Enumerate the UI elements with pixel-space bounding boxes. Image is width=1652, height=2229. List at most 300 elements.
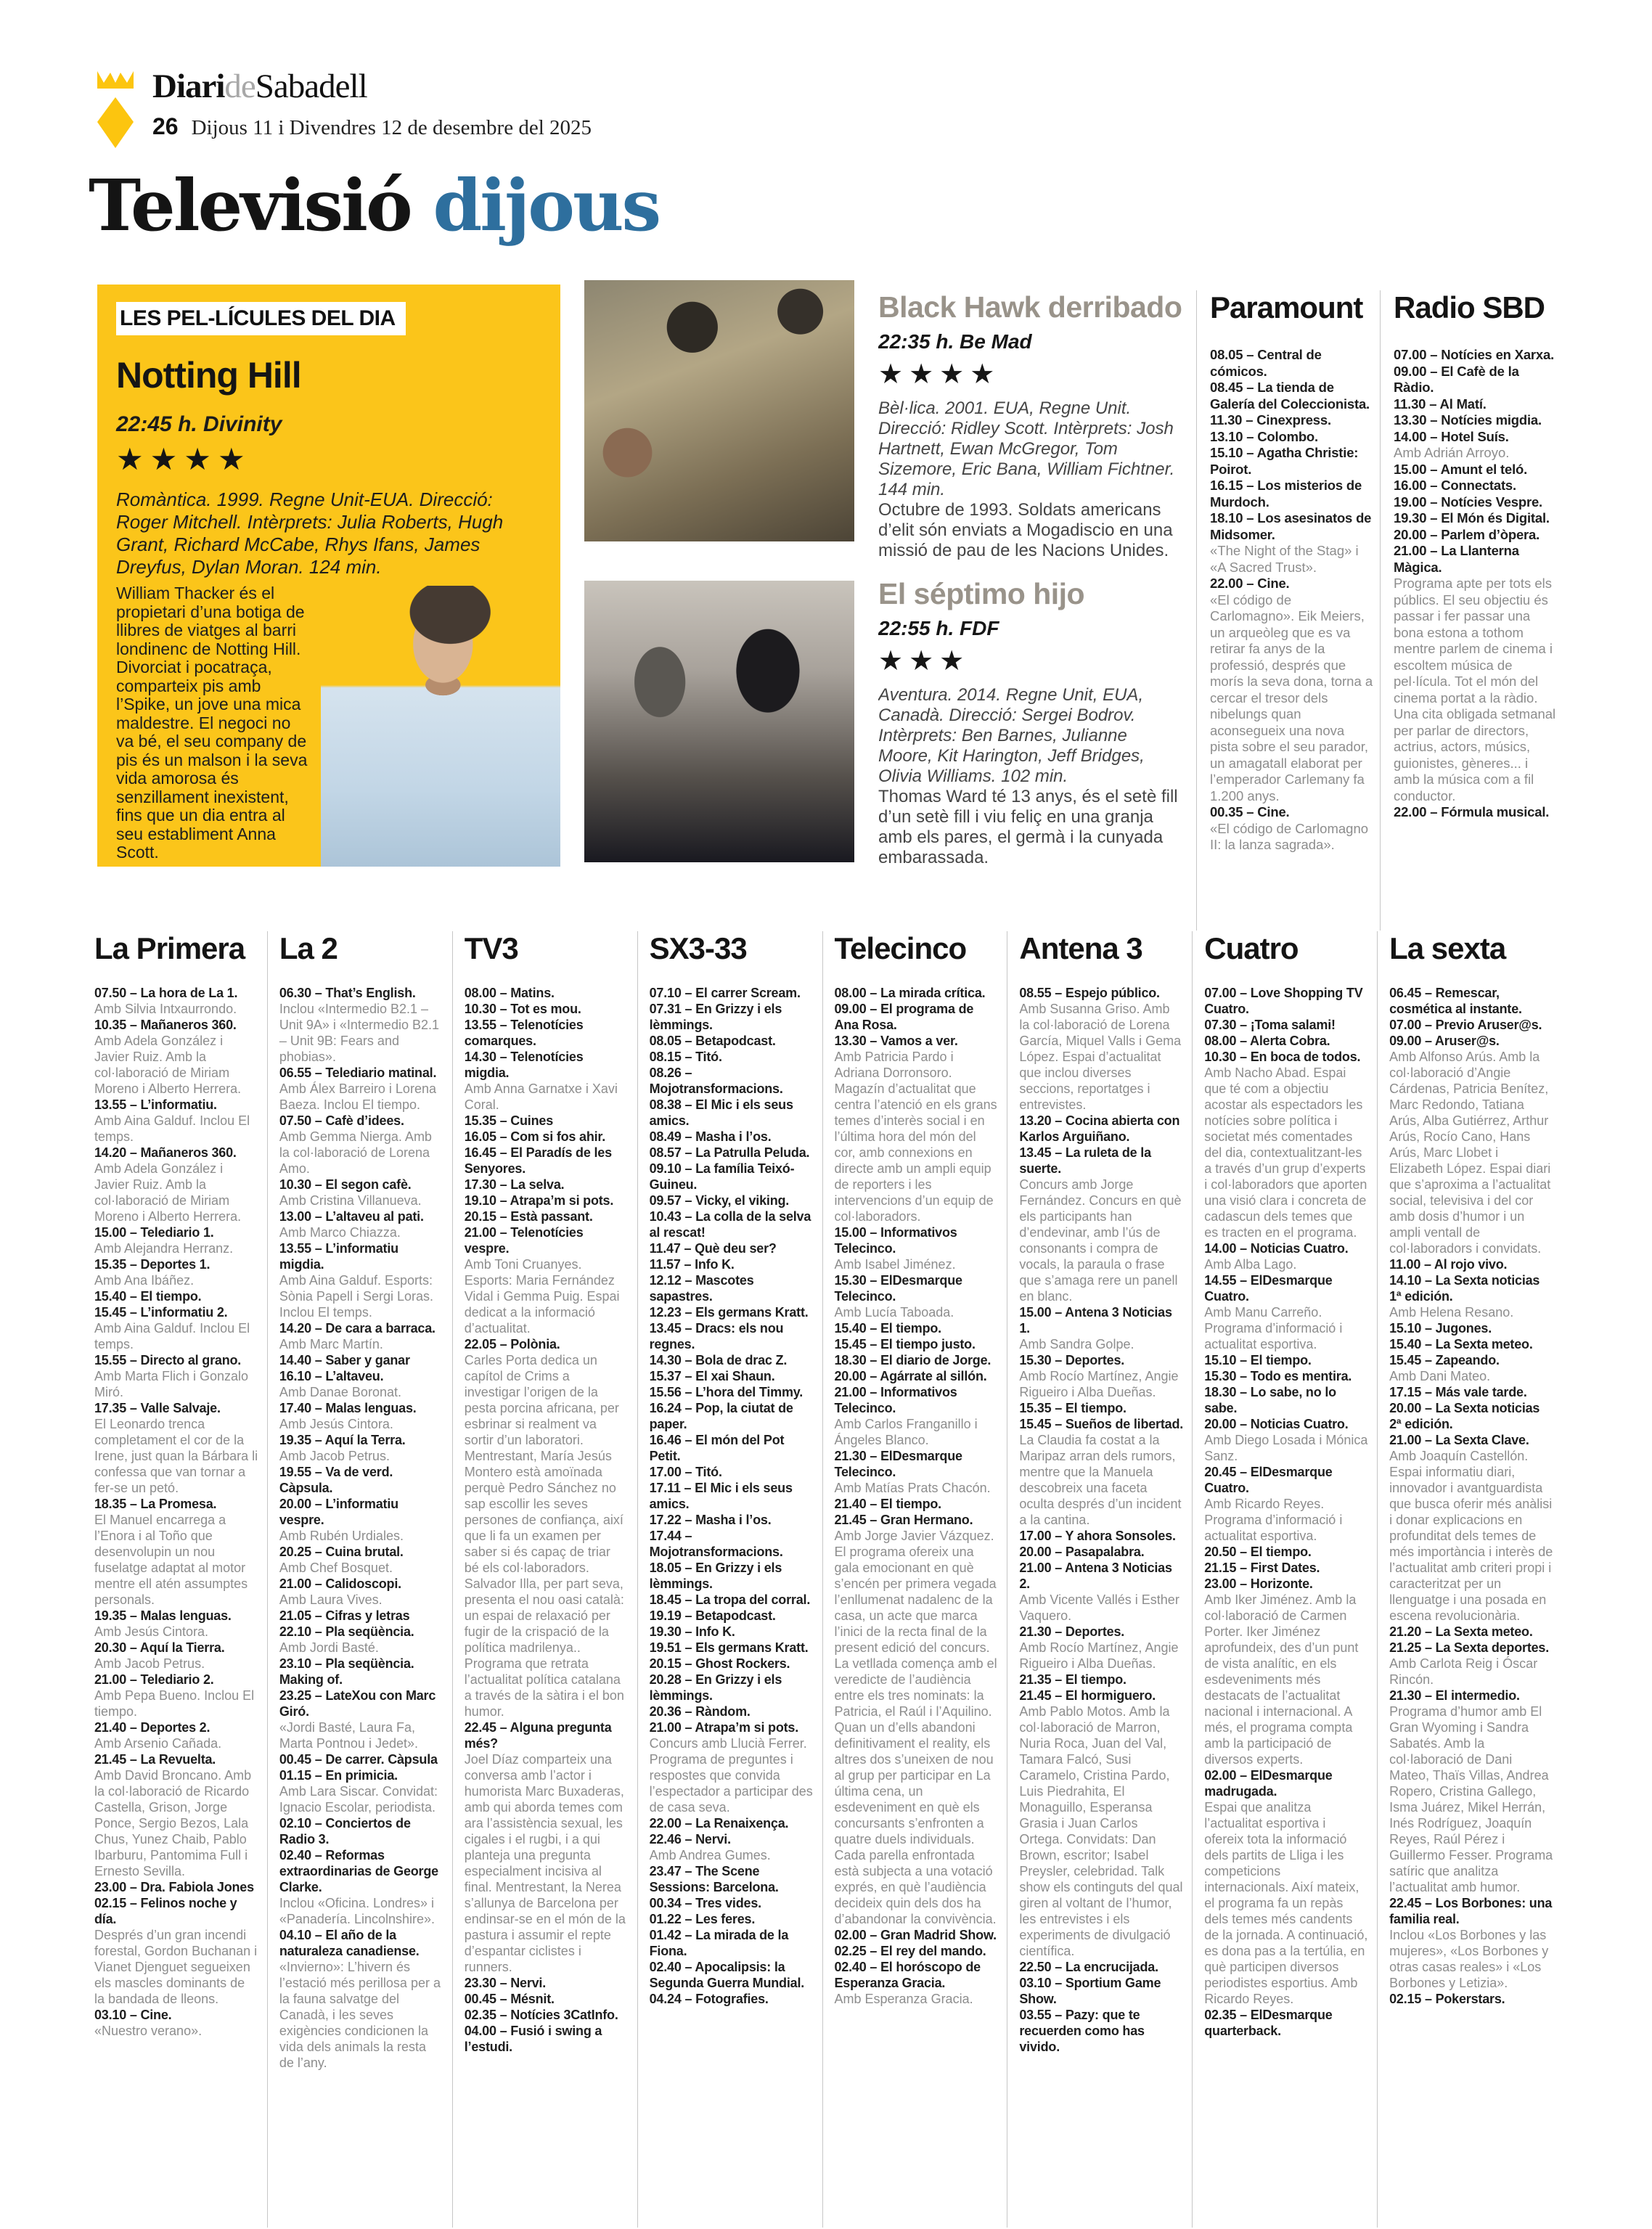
listing-note: Amb Jesús Cintora. xyxy=(94,1624,209,1639)
listing-entry xyxy=(650,1384,814,1400)
listing-time-title: 22.00 – Cine. xyxy=(1210,576,1290,591)
listing-entry xyxy=(650,1256,814,1272)
listing-time-title: 10.30 – Tot es mou. xyxy=(464,1002,581,1016)
listing-entry xyxy=(94,1145,258,1224)
listing-time-title: 23.30 – Nervi. xyxy=(464,1976,547,1990)
listing-time-title: 23.25 – LateXou con Marc Giró. xyxy=(279,1688,436,1719)
listing-entry xyxy=(94,1719,258,1751)
listing-entry xyxy=(1394,543,1558,804)
listing-time-title: 18.35 – La Promesa. xyxy=(94,1497,217,1511)
listing-time-title: 03.10 – Cine. xyxy=(94,2008,172,2022)
listing-note: Inclou «Intermedio B2.1 – Unit 9A» i «Intermedio B2.1 – Unit 9B: Fears and phobias». xyxy=(279,1002,439,1064)
listing-note: Amb Carlota Reig i Óscar Rincón. xyxy=(1389,1656,1538,1687)
listing-entry xyxy=(1210,576,1374,804)
listing-entry xyxy=(650,1208,814,1240)
listing-time-title: 09.10 – La família Teixó-Guineu. xyxy=(649,1161,795,1192)
listing-entry xyxy=(94,1751,258,1879)
listing-entry xyxy=(279,1847,443,1927)
channel-listings xyxy=(1394,347,1558,821)
listing-entry xyxy=(1389,1272,1553,1320)
listing-entry xyxy=(1389,1256,1553,1272)
listing-time-title: 20.45 – ElDesmarque Cuatro. xyxy=(1204,1465,1333,1495)
listing-note: «The Night of the Stag» i «A Sacred Trust». xyxy=(1210,543,1359,575)
listing-time-title: 14.20 – Mañaneros 360. xyxy=(94,1145,237,1160)
listing-time-title: 21.00 – Atrapa’m si pots. xyxy=(649,1720,799,1735)
listing-time-title: 21.45 – La Revuelta. xyxy=(94,1752,216,1767)
listing-time-title: 15.45 – El tiempo justo. xyxy=(834,1337,976,1351)
channel-column xyxy=(267,931,452,2228)
black-hawk-down-still-photo xyxy=(584,280,854,541)
listing-entry xyxy=(279,1656,443,1688)
listing-note: Amb Anna Garnatxe i Xavi Coral. xyxy=(464,1081,618,1112)
listing-note: Amb Manu Carreño. Programa d’informació i actualitat esportiva. xyxy=(1204,1305,1343,1351)
listing-time-title: 13.30 – Vamos a ver. xyxy=(834,1034,958,1048)
listing-time-title: 08.49 – Masha i l’os. xyxy=(649,1129,772,1144)
channel-listings xyxy=(94,985,258,2039)
listing-time-title: 07.30 – ¡Toma salami! xyxy=(1204,1018,1336,1032)
listing-entry xyxy=(1389,1336,1553,1352)
listing-entry xyxy=(465,1049,629,1113)
listing-entry xyxy=(94,1400,258,1496)
brand-bold: Diari xyxy=(152,68,225,105)
listing-entry xyxy=(1210,445,1374,478)
listing-time-title: 19.55 – Va de verd. Càpsula. xyxy=(279,1465,393,1495)
listing-time-title: 13.45 – Dracs: els nou regnes. xyxy=(649,1321,784,1351)
listing-time-title: 15.45 – L’informatiu 2. xyxy=(94,1305,228,1320)
listing-time-title: 02.35 – Notícies 3CatInfo. xyxy=(464,2008,618,2022)
feature-film xyxy=(878,577,1183,868)
listing-entry xyxy=(650,1240,814,1256)
listing-time-title: 21.45 – El hormiguero. xyxy=(1019,1688,1156,1703)
listing-entry xyxy=(650,1400,814,1432)
listing-entry xyxy=(465,985,629,1001)
feature-film-time-channel: 22:55 h. FDF xyxy=(878,617,999,639)
listing-entry xyxy=(1204,1049,1368,1240)
listing-entry xyxy=(1019,1528,1183,1544)
listing-time-title: 15.30 – Deportes. xyxy=(1019,1353,1125,1367)
listing-time-title: 13.45 – La ruleta de la suerte. xyxy=(1019,1145,1151,1176)
listing-note: Amb Vicente Vallés i Esther Vaquero. xyxy=(1019,1592,1179,1623)
listing-note: Amb Patricia Pardo i Adriana Dorronsoro. Magazín d’actualitat que centra l’atenció en els grans temes d’interès social i en l’última hora del món del cor, amb connexions en directe amb un ampli equip de reporters i les intervencions d’un equip de col·laboradors. xyxy=(834,1050,997,1224)
listing-entry xyxy=(1204,1017,1368,1033)
listing-entry xyxy=(94,1352,258,1400)
listing-entry xyxy=(650,1049,814,1065)
listing-note: Amb Ricardo Reyes. Programa d’informació i actualitat esportiva. xyxy=(1204,1497,1343,1543)
listing-entry xyxy=(835,1336,999,1352)
listing-entry xyxy=(1394,364,1558,396)
listing-time-title: 15.40 – El tiempo. xyxy=(94,1289,202,1304)
listing-time-title: 09.57 – Vicky, el viking. xyxy=(649,1193,790,1208)
channel-listings xyxy=(1210,347,1374,854)
listing-time-title: 17.22 – Masha i l’os. xyxy=(649,1513,772,1527)
film-star-rating: ★★★★ xyxy=(116,441,252,477)
listing-note: Amb Ana Ibáñez. xyxy=(94,1273,195,1288)
listing-time-title: 10.35 – Mañaneros 360. xyxy=(94,1018,237,1032)
listing-entry xyxy=(94,1097,258,1145)
listing-entry xyxy=(279,1065,443,1113)
listing-entry xyxy=(94,1017,258,1097)
listing-entry xyxy=(94,1256,258,1288)
listing-time-title: 01.22 – Les feres. xyxy=(649,1912,756,1926)
listing-time-title: 03.55 – Pazy: que te recuerden como has vivido. xyxy=(1019,2008,1145,2054)
listing-time-title: 21.30 – El intermedio. xyxy=(1389,1688,1520,1703)
channel-column xyxy=(1377,931,1562,2228)
listing-entry xyxy=(835,1001,999,1033)
listing-entry xyxy=(1389,1624,1553,1640)
listing-entry xyxy=(1019,2007,1183,2055)
listing-note: Amb Sandra Golpe. xyxy=(1019,1337,1134,1351)
listing-note: Amb Aina Galduf. Inclou El temps. xyxy=(94,1113,250,1144)
listing-note: Amb Joaquín Castellón. Espai informatiu diari, innovador i avantguardista que busca oferir més anàlisi i donar explicacions en profunditat dels temes de més importància i interès de l’actualitat amb criteri propi i caracteritzat per un llenguatge i una posada en escena revolucionària. xyxy=(1389,1449,1553,1623)
listing-note: Amb Dani Mateo. xyxy=(1389,1369,1491,1383)
listing-entry xyxy=(94,1640,258,1672)
masthead xyxy=(93,70,592,160)
listing-time-title: 20.00 – Agárrate al sillón. xyxy=(834,1369,987,1383)
listing-note: Amb Chef Bosquet. xyxy=(279,1561,393,1575)
listing-entry xyxy=(279,1352,443,1368)
film-title: Notting Hill xyxy=(116,355,301,396)
listing-entry xyxy=(1394,527,1558,544)
listing-time-title: 14.55 – ElDesmarque Cuatro. xyxy=(1204,1273,1333,1304)
listing-time-title: 20.28 – En Grizzy i els lèmmings. xyxy=(649,1672,782,1703)
listing-time-title: 16.46 – El món del Pot Petit. xyxy=(649,1433,785,1463)
listing-note: Amb Diego Losada i Mónica Sanz. xyxy=(1204,1433,1368,1463)
listing-time-title: 22.10 – Pla seqüència. xyxy=(279,1624,414,1639)
listing-entry xyxy=(279,1544,443,1576)
listing-time-title: 21.00 – Antena 3 Noticias 2. xyxy=(1019,1561,1172,1591)
listing-entry xyxy=(279,1240,443,1320)
feature-films-and-side-channels xyxy=(878,290,1563,931)
listing-time-title: 23.47 – The Scene Sessions: Barcelona. xyxy=(649,1864,779,1894)
listing-entry xyxy=(1204,1576,1368,1767)
listing-time-title: 00.35 – Cine. xyxy=(1210,804,1290,819)
listing-entry xyxy=(279,1576,443,1608)
listing-entry xyxy=(1389,1352,1553,1384)
listing-time-title: 04.00 – Fusió i swing a l’estudi. xyxy=(464,2024,602,2054)
listing-time-title: 02.35 – ElDesmarque quarterback. xyxy=(1204,2008,1333,2038)
listing-time-title: 09.00 – El programa de Ana Rosa. xyxy=(834,1002,974,1032)
listing-entry xyxy=(465,1145,629,1177)
listing-time-title: 15.35 – Deportes 1. xyxy=(94,1257,210,1272)
listing-entry xyxy=(650,1863,814,1895)
listing-note: Amb Alfonso Arús. Amb la col·laboració d’Angie Cárdenas, Patricia Benítez, Marc Redondo, Tatiana Arús, Alba Gutiérrez, Arthur Arús, Rocío Cano, Hans Arús, Marc Llobet i Elizabeth López. Espai diari que s’aproxima a l’actualitat social, televisiva i del cor amb dosis d’humor i un ampli ventall de col·laboradors i convidats. xyxy=(1389,1050,1551,1256)
listing-entry xyxy=(1389,1688,1553,1895)
listing-entry xyxy=(94,1496,258,1608)
listing-entry xyxy=(835,1927,999,1943)
listing-note: «El código de Carlomagno». Eik Meiers, un arqueòleg que es va retirar fa anys de la professió, després que morís la seva dona, torna a cercar el tresor dels nibelungs quan aconsegueix una nova pista sobre el seu parador, un amagatall elaborat per l’emperador Carlemany fa 1.200 anys. xyxy=(1210,592,1373,803)
channel-name: TV3 xyxy=(464,931,518,965)
listing-time-title: 02.10 – Conciertos de Radio 3. xyxy=(279,1816,411,1846)
listing-entry xyxy=(1394,462,1558,478)
listing-entry xyxy=(279,1208,443,1240)
listing-note: Amb Pablo Motos. Amb la col·laboració de Marron, Nuria Roca, Juan del Val, Tamara Falcó, Susi Caramelo, Cristina Pardo, Luis Piedrahita, El Monaguillo, Esperansa Grasia i Juan Carlos Ortega. Convidats: Dan Brown, escritor; Isabel Preysler, celebridad. Talk show els continguts del qual giren al voltant de l’humor, les entrevistes i els experiments de divulgació científica. xyxy=(1019,1704,1183,1958)
feature-film-synopsis: Octubre de 1993. Soldats americans d’elit són enviats a Mogadiscio en una missió de pau de les Nacions Unides. xyxy=(878,500,1173,560)
listing-entry xyxy=(835,1224,999,1272)
listing-entry xyxy=(650,1161,814,1193)
film-synopsis: William Thacker és el propietari d’una botiga de llibres de viatges al barri londinenc de Notting Hill. Divorciat i pocatraça, comparteix pis amb l’Spike, un jove una mica maldestre. El negoci no va bé, el seu company de pis és un malson i la seva vida amorosa és senzillament inexistent, fins que un dia entra al seu establiment Anna Scott. xyxy=(116,584,308,862)
listing-entry xyxy=(1210,347,1374,380)
listing-note: Amb Gemma Nierga. Amb la col·laboració de Lorena Amo. xyxy=(279,1129,432,1176)
listing-time-title: 15.35 – Cuines xyxy=(464,1113,554,1128)
listing-note: Amb Adrián Arroyo. xyxy=(1394,445,1510,460)
listing-time-title: 17.44 – Mojotransformacions. xyxy=(649,1529,783,1559)
listing-note: Amb Iker Jiménez. Amb la col·laboració de Carmen Porter. Iker Jiménez aprofundeix, des d’un punt de vista analític, en els esdeveniments més destacats de l’actualitat nacional i internacional. A més, el programa compta amb la participació de diversos experts. xyxy=(1204,1592,1359,1767)
listing-time-title: 21.20 – La Sexta meteo. xyxy=(1389,1624,1533,1639)
listing-entry xyxy=(279,1927,443,2071)
listing-time-title: 15.37 – El xai Shaun. xyxy=(649,1369,775,1383)
listing-time-title: 20.15 – Està passant. xyxy=(464,1209,593,1224)
listing-note: Amb Alejandra Herranz. xyxy=(94,1241,234,1256)
listing-entry xyxy=(650,1320,814,1352)
listing-entry xyxy=(650,1368,814,1384)
listing-time-title: 01.15 – En primicia. xyxy=(279,1768,398,1783)
masthead-text xyxy=(152,70,592,140)
listing-entry xyxy=(650,1815,814,1831)
listing-entry xyxy=(465,1719,629,1975)
listing-time-title: 13.55 – Telenotícies comarques. xyxy=(464,1018,584,1048)
listing-note: El Leonardo trenca completament el cor de la Irene, just quan la Bárbara li confessa que van tornar a fer-se un petó. xyxy=(94,1417,258,1495)
listing-time-title: 19.19 – Betapodcast. xyxy=(649,1608,776,1623)
section-title-blue: dijous xyxy=(433,164,660,247)
listing-entry xyxy=(1204,2007,1368,2039)
listing-note: «Invierno»: L’hivern és l’estació més perillosa per a la fauna salvatge del Canadà, i les seves exigències condicionen la vida dels animals la resta de l’any. xyxy=(279,1960,441,2070)
listing-note: Programa apte per tots els públics. El seu objectiu és passar i fer passar una bona estona a tothom mentre parlem de cinema i escoltem música de pel·lícula. Tot el món del cinema portat a la ràdio. Una cita obligada setmanal per parlar de directors, actrius, actors, músics, guionistes, gèneres... i amb la música com a fil conductor. xyxy=(1394,576,1556,803)
listing-entry xyxy=(94,1288,258,1304)
listing-time-title: 14.20 – De cara a barraca. xyxy=(279,1321,436,1336)
listing-time-title: 15.10 – El tiempo. xyxy=(1204,1353,1312,1367)
listing-entry xyxy=(650,1608,814,1624)
listing-time-title: 14.30 – Bola de drac Z. xyxy=(649,1353,788,1367)
channel-listings xyxy=(465,985,629,2055)
listing-time-title: 21.00 – Informativos Telecinco. xyxy=(834,1385,957,1415)
listing-time-title: 07.50 – Cafè d’idees. xyxy=(279,1113,404,1128)
listing-time-title: 20.00 – L’informatiu vespre. xyxy=(279,1497,398,1527)
listing-time-title: 14.00 – Hotel Suís. xyxy=(1394,428,1509,444)
listing-time-title: 15.56 – L’hora del Timmy. xyxy=(649,1385,803,1399)
channel-name: Radio SBD xyxy=(1394,290,1545,324)
listing-time-title: 16.45 – El Paradís de les Senyores. xyxy=(464,1145,612,1176)
film-credits: Romàntica. 1999. Regne Unit-EUA. Direcció: Roger Mitchell. Intèrprets: Julia Roberts, Hugh Grant, Richard McCabe, Rhys Ifans, James Dreyfus, Dylan Moran. 124 min. xyxy=(116,488,504,578)
listing-time-title: 08.15 – Titó. xyxy=(649,1050,722,1064)
listing-entry xyxy=(650,1145,814,1161)
listing-time-title: 15.40 – La Sexta meteo. xyxy=(1389,1337,1533,1351)
listing-entry xyxy=(1019,1959,1183,1975)
film-body xyxy=(116,584,541,862)
listing-entry xyxy=(1389,1991,1553,2007)
listing-time-title: 17.00 – Y ahora Sonsoles. xyxy=(1019,1529,1176,1543)
listing-entry xyxy=(650,1528,814,1560)
listing-entry xyxy=(835,1384,999,1448)
channel-listings xyxy=(279,985,443,2071)
listing-time-title: 14.10 – La Sexta noticias 1ª edición. xyxy=(1389,1273,1540,1304)
listing-entry xyxy=(279,1688,443,1751)
listing-note: Carles Porta dedica un capítol de Crims a investigar l’origen de la pesta porcina africana, per esbrinar si realment va sortir d’un laboratori. Mentrestant, María Jesús Montero està amoïnada perquè Pedro Sánchez no sap escollir les seves persones de confiança, així que li fa un examen per saber si és capaç de triar bé els col·laboradors. Salvador Illa, per part seva, presenta el nou oasi català: un espai de relaxació per fugir de la crispació de la política madrilenya.. Programa que retrata l’actualitat política catalana a través de la sàtira i el bon humor. xyxy=(464,1353,624,1719)
listing-time-title: 21.00 – La Llanterna Màgica. xyxy=(1394,543,1519,575)
listing-time-title: 17.40 – Malas lenguas. xyxy=(279,1401,417,1415)
listing-note: Amb Danae Boronat. xyxy=(279,1385,401,1399)
listing-time-title: 07.00 – Notícies en Xarxa. xyxy=(1394,347,1555,362)
listing-time-title: 13.55 – L’informatiu migdia. xyxy=(279,1241,398,1272)
listing-entry xyxy=(1394,804,1558,821)
listing-time-title: 17.30 – La selva. xyxy=(464,1177,565,1192)
listing-time-title: 02.15 – Felinos noche y día. xyxy=(94,1896,237,1926)
listing-time-title: 08.45 – La tienda de Galería del Coleccionista. xyxy=(1210,380,1370,412)
listing-entry xyxy=(650,1895,814,1911)
listing-time-title: 08.00 – Alerta Cobra. xyxy=(1204,1034,1330,1048)
listing-entry xyxy=(835,1496,999,1512)
listing-entry xyxy=(465,1991,629,2007)
listing-time-title: 21.45 – Gran Hermano. xyxy=(834,1513,973,1527)
listing-time-title: 07.31 – En Grizzy i els lèmmings. xyxy=(649,1002,782,1032)
listing-time-title: 21.00 – Telediario 2. xyxy=(94,1672,214,1687)
listing-note: «El código de Carlomagno II: la lanza sagrada». xyxy=(1210,820,1369,852)
listing-note: Amb Laura Vives. xyxy=(279,1592,383,1607)
listing-entry xyxy=(465,1177,629,1193)
listing-entry xyxy=(650,1656,814,1672)
listing-entry xyxy=(465,1113,629,1129)
feature-film-time-channel: 22:35 h. Be Mad xyxy=(878,330,1032,353)
listing-entry xyxy=(465,1001,629,1017)
listing-time-title: 07.00 – Love Shopping TV Cuatro. xyxy=(1204,986,1363,1016)
listing-entry xyxy=(835,1368,999,1384)
listing-note: Amb Lara Siscar. Convidat: Ignacio Escolar, periodista. xyxy=(279,1784,438,1815)
listing-time-title: 21.40 – Deportes 2. xyxy=(94,1720,210,1735)
listing-note: «Jordi Basté, Laura Fa, Marta Pontnou i Jedet». xyxy=(279,1720,418,1751)
page-line xyxy=(152,113,592,140)
listing-time-title: 21.00 – La Sexta Clave. xyxy=(1389,1433,1529,1447)
listing-entry xyxy=(1394,494,1558,511)
listing-note: Inclou «Los Borbones y las mujeres», «Los Borbones y otras casas reales» i «Los Borbones y Letizia». xyxy=(1389,1928,1549,1990)
listing-entry xyxy=(1204,1464,1368,1544)
listing-entry xyxy=(1204,1767,1368,2007)
listing-entry xyxy=(465,1975,629,1991)
listing-note: La Claudia fa costat a la Maripaz arran dels rumors, mentre que la Manuela descobreix una faceta oculta després d’un incident a la cantina. xyxy=(1019,1433,1182,1527)
channel-listings xyxy=(650,985,814,2007)
listing-time-title: 10.30 – En boca de todos. xyxy=(1204,1050,1361,1064)
listing-entry xyxy=(279,1432,443,1464)
listing-time-title: 23.00 – Horizonte. xyxy=(1204,1576,1313,1591)
listing-time-title: 15.40 – El tiempo. xyxy=(834,1321,941,1336)
listing-entry xyxy=(1204,1416,1368,1464)
listing-time-title: 00.45 – De carrer. Càpsula xyxy=(279,1752,438,1767)
listing-time-title: 14.30 – Telenotícies migdia. xyxy=(464,1050,584,1080)
listing-entry xyxy=(1019,1688,1183,1959)
listing-time-title: 11.47 – Què deu ser? xyxy=(649,1241,777,1256)
listing-entry xyxy=(1389,1384,1553,1400)
listing-note: Amb Rocío Martínez, Angie Rigueiro i Alba Dueñas. xyxy=(1019,1369,1179,1399)
feature-film-synopsis: Thomas Ward té 13 anys, és el setè fill d’un setè fill i viu feliç en una granja amb els pares, el germà i la cunyada embarassada. xyxy=(878,787,1178,867)
listing-entry xyxy=(1389,1033,1553,1256)
listing-entry xyxy=(835,1448,999,1496)
listing-time-title: 00.34 – Tres vides. xyxy=(649,1896,761,1910)
listing-entry xyxy=(465,1208,629,1224)
listing-time-title: 20.00 – La Sexta noticias 2ª edición. xyxy=(1389,1401,1540,1431)
films-of-the-day-box xyxy=(97,285,560,867)
listing-time-title: 14.00 – Noticias Cuatro. xyxy=(1204,1241,1349,1256)
listing-time-title: 22.00 – Fórmula musical. xyxy=(1394,804,1550,819)
listing-time-title: 09.00 – El Cafè de la Ràdio. xyxy=(1394,363,1519,395)
listing-entry xyxy=(1204,1368,1368,1384)
listing-note: Amb Marc Martín. xyxy=(279,1337,383,1351)
listing-time-title: 02.40 – Reformas extraordinarias de George Clarke. xyxy=(279,1848,438,1894)
listing-entry xyxy=(1204,1352,1368,1368)
listing-note: Amb Nacho Abad. Espai que té com a objectiu acostar als espectadors les notícies sobre política i societat més comentades del dia, contextualitzant-les a través d’un grup d’experts i col·laboradors que aporten una visió clara i concreta de cadascun dels temes que es tracten en el programa. xyxy=(1204,1066,1367,1240)
crown-diamond-logo-icon xyxy=(93,70,138,160)
listing-note: Amb Jorge Javier Vázquez. El programa ofereix una gala emocionant en què s’encén per primera vegada l’enllumenat nadalenc de la casa, un acte que marca l’inici de la recta final de la present edició del concurs. La vetllada comença amb el veredicte de l’audiència entre els tres nominats: la Patricia, el Raúl i l’Aquilino. Quan un d’ells abandoni definitivament el reality, els altres dos s’uneixen de nou al grup per participar en La última cena, un esdeveniment en què els concursants s’enfronten a quatre duels individuals. Cada parella enfrontada està subjecta a una votació exprés, en què l’audiència decideix quin dels dos ha d’abandonar la convivència. xyxy=(834,1529,997,1926)
listing-note: Amb David Broncano. Amb la col·laboració de Ricardo Castella, Grison, Jorge Ponce, Sergio Bezos, Lala Chus, Yunez Chaib, Pablo Ibarburu, Pantomima Full i Ernesto Sevilla. xyxy=(94,1768,252,1878)
channel-name: La sexta xyxy=(1389,931,1506,965)
listing-entry xyxy=(279,1496,443,1544)
listing-entry xyxy=(465,2023,629,2055)
listing-note: Amb Jesús Cintora. xyxy=(279,1417,393,1431)
listing-entry xyxy=(279,1320,443,1352)
listing-note: Amb Marta Flich i Gonzalo Miró. xyxy=(94,1369,249,1399)
listing-time-title: 13.55 – L’informatiu. xyxy=(94,1097,217,1112)
listing-entry xyxy=(835,1959,999,2007)
brand-logo xyxy=(152,70,592,104)
channel-name: Telecinco xyxy=(834,931,967,965)
listing-note: El Manuel encarrega a l’Enora i al Toño que desenvolupin un nou fuselatge adaptat al motor mentre ell atén assumptes personals. xyxy=(94,1513,248,1607)
listing-time-title: 21.30 – Deportes. xyxy=(1019,1624,1125,1639)
listing-time-title: 02.00 – ElDesmarque madrugada. xyxy=(1204,1768,1333,1799)
listing-entry xyxy=(835,1033,999,1224)
listing-entry xyxy=(279,1177,443,1208)
listing-entry xyxy=(650,1193,814,1208)
listing-entry xyxy=(1019,1352,1183,1400)
listing-time-title: 20.25 – Cuina brutal. xyxy=(279,1545,404,1559)
listing-time-title: 07.00 – Previo Aruser@s. xyxy=(1389,1018,1542,1032)
listing-note: Amb Helena Resano. xyxy=(1389,1305,1514,1320)
seventh-son-still-photo xyxy=(584,581,854,862)
listing-entry xyxy=(650,1560,814,1592)
listing-entry xyxy=(465,1224,629,1336)
listing-time-title: 18.30 – El diario de Jorge. xyxy=(834,1353,991,1367)
listing-time-title: 15.45 – Zapeando. xyxy=(1389,1353,1500,1367)
listing-entry xyxy=(835,985,999,1001)
listing-time-title: 11.57 – Info K. xyxy=(649,1257,735,1272)
listing-entry xyxy=(835,1320,999,1336)
channel-name: Antena 3 xyxy=(1019,931,1142,965)
listing-entry xyxy=(1019,1544,1183,1560)
listing-time-title: 22.05 – Polònia. xyxy=(464,1337,560,1351)
listing-note: Amb Aina Galduf. Esports: Sònia Papell i Sergi Loras. Inclou El temps. xyxy=(279,1273,433,1320)
listing-note: Amb Lucía Taboada. xyxy=(834,1305,954,1320)
listing-entry xyxy=(1019,1416,1183,1528)
listing-time-title: 15.30 – Todo es mentira. xyxy=(1204,1369,1352,1383)
listing-time-title: 21.30 – ElDesmarque Telecinco. xyxy=(834,1449,962,1479)
listing-entry xyxy=(1204,1240,1368,1272)
listing-entry xyxy=(1019,1304,1183,1352)
listing-entry xyxy=(835,1512,999,1927)
listing-entry xyxy=(650,1480,814,1512)
listing-entry xyxy=(1394,396,1558,413)
channel-column xyxy=(822,931,1007,2228)
listing-time-title: 08.00 – Matins. xyxy=(464,986,555,1000)
listing-time-title: 16.00 – Connectats. xyxy=(1394,478,1516,493)
listing-time-title: 16.10 – L’altaveu. xyxy=(279,1369,384,1383)
channel-listings xyxy=(1019,985,1183,2055)
side-channels xyxy=(1196,290,1563,931)
listing-time-title: 22.45 – Alguna pregunta més? xyxy=(464,1720,612,1751)
listing-note: Espai que analitza l’actualitat esportiva i ofereix tota la informació dels partits de Lliga i les competicions internacionals. Així mateix, el programa fa un repàs dels temes més candents de la jornada. A continuació, es dona pas a la tertúlia, en què participen diversos periodistes esportius. Amb Ricardo Reyes. xyxy=(1204,1800,1368,2006)
listing-note: Amb Adela González i Javier Ruiz. Amb la col·laboració de Miriam Moreno i Alberto Herrera. xyxy=(94,1161,242,1224)
listing-entry xyxy=(1019,1672,1183,1688)
listing-note: Amb Adela González i Javier Ruiz. Amb la col·laboració de Miriam Moreno i Alberto Herrera. xyxy=(94,1034,242,1096)
listing-note: «Nuestro verano». xyxy=(94,2024,203,2038)
listing-note: Concurs amb Llucià Ferrer. Programa de preguntes i respostes que convida l’espectador a participar des de casa seva. xyxy=(649,1736,813,1815)
listing-entry xyxy=(650,985,814,1001)
listing-time-title: 20.50 – El tiempo. xyxy=(1204,1545,1312,1559)
